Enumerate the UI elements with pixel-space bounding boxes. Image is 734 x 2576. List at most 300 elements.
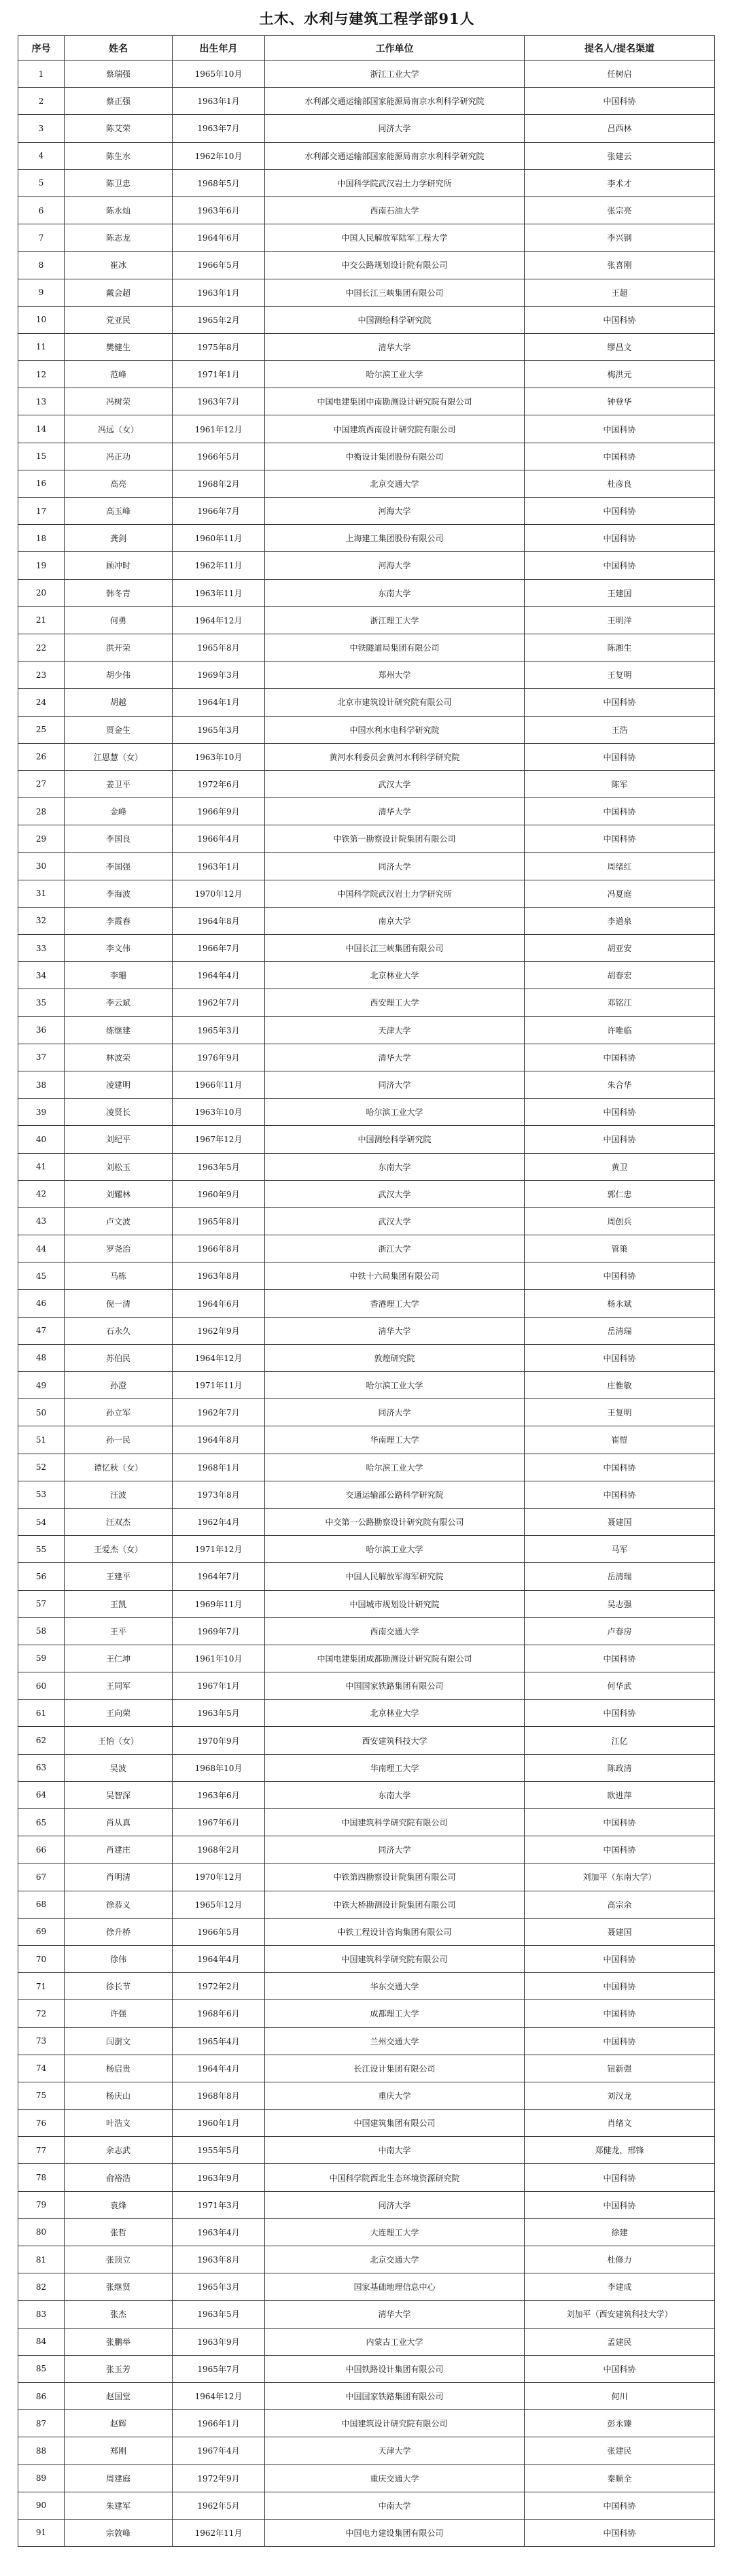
cell-name: 杨启贵	[65, 2055, 173, 2082]
cell-no: 42	[18, 1180, 65, 1207]
cell-nominator: 杨永斌	[525, 1290, 715, 1317]
cell-no: 71	[18, 1973, 65, 2000]
cell-unit: 中国科学院西北生态环境资源研究院	[265, 2164, 525, 2191]
cell-nominator: 肖绪文	[525, 2110, 715, 2137]
cell-nominator: 岳清瑞	[525, 1563, 715, 1590]
cell-birth: 1962年7月	[173, 1399, 265, 1426]
table-row	[18, 1781, 715, 1808]
cell-nominator: 马军	[525, 1536, 715, 1563]
cell-no: 64	[18, 1781, 65, 1808]
cell-nominator: 胡亚安	[525, 935, 715, 962]
cell-no: 67	[18, 1864, 65, 1891]
table-row	[18, 962, 715, 989]
cell-unit: 中国长江三峡集团有限公司	[265, 935, 525, 962]
cell-unit: 中国建筑集团有限公司	[265, 2110, 525, 2137]
cell-no: 59	[18, 1645, 65, 1672]
cell-no: 39	[18, 1099, 65, 1126]
cell-birth: 1964年4月	[173, 2055, 265, 2082]
cell-unit: 清华大学	[265, 333, 525, 360]
cell-unit: 武汉大学	[265, 770, 525, 797]
cell-nominator: 李术才	[525, 169, 715, 196]
cell-nominator: 秦顺全	[525, 2465, 715, 2492]
cell-birth: 1963年4月	[173, 2218, 265, 2246]
cell-nominator: 胡春宏	[525, 962, 715, 989]
cell-nominator: 张宗亮	[525, 196, 715, 224]
cell-birth: 1968年10月	[173, 1754, 265, 1781]
cell-no: 80	[18, 2218, 65, 2246]
cell-unit: 大连理工大学	[265, 2218, 525, 2246]
cell-nominator: 管策	[525, 1235, 715, 1263]
cell-nominator: 中国科协	[525, 88, 715, 115]
cell-birth: 1968年6月	[173, 2000, 265, 2027]
cell-name: 孙一民	[65, 1426, 173, 1454]
cell-birth: 1964年1月	[173, 689, 265, 716]
cell-no: 18	[18, 525, 65, 552]
table-row	[18, 798, 715, 825]
cell-nominator: 中国科协	[525, 1645, 715, 1672]
cell-no: 91	[18, 2519, 65, 2546]
table-row	[18, 2355, 715, 2382]
table-row	[18, 1508, 715, 1535]
table-row	[18, 1727, 715, 1754]
cell-no: 86	[18, 2382, 65, 2409]
cell-no: 22	[18, 634, 65, 661]
cell-no: 8	[18, 252, 65, 279]
cell-unit: 同济大学	[265, 853, 525, 880]
table-row	[18, 606, 715, 634]
cell-nominator: 庄惟敏	[525, 1372, 715, 1399]
cell-unit: 中国电力建设集团有限公司	[265, 2519, 525, 2546]
cell-nominator: 中国科协	[525, 1809, 715, 1836]
cell-birth: 1963年1月	[173, 88, 265, 115]
table-header-row	[18, 36, 715, 61]
table-row	[18, 1099, 715, 1126]
cell-name: 刘松玉	[65, 1153, 173, 1180]
cell-name: 徐长节	[65, 1973, 173, 2000]
cell-name: 周建庭	[65, 2465, 173, 2492]
table-row	[18, 1207, 715, 1235]
cell-unit: 西南交通大学	[265, 1617, 525, 1645]
cell-no: 23	[18, 662, 65, 689]
cell-name: 闫澍文	[65, 2027, 173, 2055]
cell-name: 叶浩文	[65, 2110, 173, 2137]
cell-no: 66	[18, 1836, 65, 1864]
table-row	[18, 1399, 715, 1426]
table-row	[18, 196, 715, 224]
cell-no: 63	[18, 1754, 65, 1781]
cell-no: 69	[18, 1918, 65, 1945]
cell-birth: 1966年8月	[173, 1235, 265, 1263]
cell-unit: 浙江理工大学	[265, 606, 525, 634]
cell-no: 16	[18, 470, 65, 497]
cell-unit: 中铁十六局集团有限公司	[265, 1263, 525, 1290]
cell-no: 60	[18, 1672, 65, 1700]
cell-no: 50	[18, 1399, 65, 1426]
cell-nominator: 缪昌文	[525, 333, 715, 360]
cell-birth: 1965年8月	[173, 1207, 265, 1235]
cell-nominator: 高宗余	[525, 1891, 715, 1918]
cell-birth: 1963年1月	[173, 853, 265, 880]
cell-nominator: 中国科协	[525, 1836, 715, 1864]
cell-unit: 郑州大学	[265, 662, 525, 689]
cell-birth: 1965年10月	[173, 61, 265, 88]
cell-name: 冯树荣	[65, 388, 173, 415]
table-row	[18, 1973, 715, 2000]
cell-unit: 中国测绘科学研究院	[265, 306, 525, 333]
cell-unit: 哈尔滨工业大学	[265, 1372, 525, 1399]
table-row	[18, 279, 715, 306]
cell-no: 11	[18, 333, 65, 360]
table-row	[18, 88, 715, 115]
cell-birth: 1966年11月	[173, 1071, 265, 1098]
cell-no: 4	[18, 142, 65, 169]
cell-no: 17	[18, 498, 65, 525]
cell-birth: 1969年11月	[173, 1590, 265, 1617]
cell-birth: 1955年5月	[173, 2137, 265, 2164]
table-row	[18, 415, 715, 443]
cell-nominator: 刘加平（西安建筑科技大学）	[525, 2301, 715, 2328]
cell-nominator: 周绪红	[525, 853, 715, 880]
table-row	[18, 2410, 715, 2437]
table-row	[18, 1372, 715, 1399]
cell-birth: 1960年11月	[173, 525, 265, 552]
table-row	[18, 1836, 715, 1864]
header-nominator: 提名人/提名渠道	[525, 36, 715, 61]
cell-no: 35	[18, 989, 65, 1016]
cell-name: 孙立军	[65, 1399, 173, 1426]
cell-birth: 1961年10月	[173, 1645, 265, 1672]
table-row	[18, 1891, 715, 1918]
cell-unit: 中国建筑西南设计研究院有限公司	[265, 415, 525, 443]
cell-birth: 1963年7月	[173, 388, 265, 415]
cell-name: 陈志龙	[65, 224, 173, 252]
table-row	[18, 61, 715, 88]
cell-birth: 1964年6月	[173, 1290, 265, 1317]
table-row	[18, 1426, 715, 1454]
cell-nominator: 张喜刚	[525, 252, 715, 279]
cell-name: 罗尧治	[65, 1235, 173, 1263]
table-row	[18, 1481, 715, 1508]
cell-birth: 1963年8月	[173, 2246, 265, 2273]
cell-nominator: 钟登华	[525, 388, 715, 415]
cell-name: 肖建庄	[65, 1836, 173, 1864]
cell-no: 61	[18, 1700, 65, 1727]
cell-nominator: 欧进萍	[525, 1781, 715, 1808]
cell-nominator: 王复明	[525, 1399, 715, 1426]
table-row	[18, 1263, 715, 1290]
cell-name: 高玉峰	[65, 498, 173, 525]
cell-birth: 1963年6月	[173, 1781, 265, 1808]
table-row	[18, 1317, 715, 1344]
cell-name: 李云斌	[65, 989, 173, 1016]
cell-nominator: 徐建	[525, 2218, 715, 2246]
cell-birth: 1962年5月	[173, 2492, 265, 2519]
cell-name: 吴波	[65, 1754, 173, 1781]
cell-no: 5	[18, 169, 65, 196]
cell-nominator: 江亿	[525, 1727, 715, 1754]
cell-unit: 黄河水利委员会黄河水利科学研究院	[265, 743, 525, 770]
cell-name: 倪一清	[65, 1290, 173, 1317]
table-row	[18, 1344, 715, 1371]
cell-birth: 1966年5月	[173, 1918, 265, 1945]
cell-name: 徐恭义	[65, 1891, 173, 1918]
cell-birth: 1965年3月	[173, 1016, 265, 1044]
cell-nominator: 吕西林	[525, 115, 715, 142]
cell-no: 43	[18, 1207, 65, 1235]
cell-birth: 1966年9月	[173, 798, 265, 825]
cell-nominator: 中国科协	[525, 1454, 715, 1481]
cell-unit: 重庆交通大学	[265, 2465, 525, 2492]
cell-birth: 1964年12月	[173, 2382, 265, 2409]
cell-name: 王怡（女）	[65, 1727, 173, 1754]
cell-unit: 中国长江三峡集团有限公司	[265, 279, 525, 306]
cell-name: 林波荣	[65, 1044, 173, 1071]
cell-no: 6	[18, 196, 65, 224]
table-row	[18, 634, 715, 661]
cell-name: 凌建明	[65, 1071, 173, 1098]
cell-unit: 南京大学	[265, 907, 525, 934]
cell-birth: 1964年7月	[173, 1563, 265, 1590]
cell-birth: 1965年2月	[173, 306, 265, 333]
cell-unit: 中铁第一勘察设计院集团有限公司	[265, 825, 525, 853]
cell-no: 40	[18, 1126, 65, 1153]
cell-name: 陈生水	[65, 142, 173, 169]
cell-nominator: 中国科协	[525, 552, 715, 579]
cell-nominator: 中国科协	[525, 1481, 715, 1508]
cell-unit: 华南理工大学	[265, 1426, 525, 1454]
cell-nominator: 任树启	[525, 61, 715, 88]
cell-name: 王平	[65, 1617, 173, 1645]
cell-unit: 香港理工大学	[265, 1290, 525, 1317]
cell-name: 冯正功	[65, 443, 173, 470]
table-row	[18, 470, 715, 497]
table-row	[18, 907, 715, 934]
cell-no: 33	[18, 935, 65, 962]
table-row	[18, 2082, 715, 2109]
cell-name: 姜卫平	[65, 770, 173, 797]
cell-unit: 西安建筑科技大学	[265, 1727, 525, 1754]
cell-unit: 重庆大学	[265, 2082, 525, 2109]
cell-nominator: 陈军	[525, 770, 715, 797]
table-row	[18, 1153, 715, 1180]
cell-name: 赵国堂	[65, 2382, 173, 2409]
cell-unit: 中南大学	[265, 2492, 525, 2519]
cell-unit: 中国建筑科学研究院有限公司	[265, 1809, 525, 1836]
cell-unit: 哈尔滨工业大学	[265, 361, 525, 388]
cell-no: 49	[18, 1372, 65, 1399]
cell-no: 74	[18, 2055, 65, 2082]
cell-unit: 兰州交通大学	[265, 2027, 525, 2055]
cell-no: 20	[18, 579, 65, 606]
cell-birth: 1963年10月	[173, 1099, 265, 1126]
cell-unit: 中国人民解放军陆军工程大学	[265, 224, 525, 252]
cell-unit: 北京交通大学	[265, 470, 525, 497]
cell-unit: 中国科学院武汉岩土力学研究所	[265, 169, 525, 196]
table-row	[18, 2465, 715, 2492]
cell-no: 73	[18, 2027, 65, 2055]
cell-name: 朱建军	[65, 2492, 173, 2519]
cell-unit: 中国水利水电科学研究院	[265, 716, 525, 743]
cell-name: 凌贤长	[65, 1099, 173, 1126]
cell-no: 3	[18, 115, 65, 142]
cell-unit: 西安理工大学	[265, 989, 525, 1016]
table-row	[18, 825, 715, 853]
table-row	[18, 1290, 715, 1317]
table-body	[18, 61, 715, 2547]
cell-birth: 1964年12月	[173, 606, 265, 634]
table-row	[18, 1016, 715, 1044]
cell-nominator: 陈湘生	[525, 634, 715, 661]
cell-name: 苏伯民	[65, 1344, 173, 1371]
cell-nominator: 中国科协	[525, 306, 715, 333]
cell-nominator: 中国科协	[525, 2000, 715, 2027]
cell-name: 孙澄	[65, 1372, 173, 1399]
cell-nominator: 黄卫	[525, 1153, 715, 1180]
cell-name: 王凯	[65, 1590, 173, 1617]
cell-no: 45	[18, 1263, 65, 1290]
cell-name: 石永久	[65, 1317, 173, 1344]
cell-birth: 1967年12月	[173, 1126, 265, 1153]
cell-no: 1	[18, 61, 65, 88]
cell-nominator: 张建民	[525, 2437, 715, 2465]
cell-nominator: 中国科协	[525, 743, 715, 770]
cell-birth: 1973年8月	[173, 1481, 265, 1508]
cell-birth: 1964年12月	[173, 1344, 265, 1371]
cell-unit: 中国建筑设计研究院有限公司	[265, 2410, 525, 2437]
cell-unit: 清华大学	[265, 1317, 525, 1344]
cell-nominator: 杜彦良	[525, 470, 715, 497]
table-row	[18, 443, 715, 470]
cell-nominator: 刘加平（东南大学）	[525, 1864, 715, 1891]
cell-nominator: 卢春房	[525, 1617, 715, 1645]
table-row	[18, 1864, 715, 1891]
cell-name: 刘纪平	[65, 1126, 173, 1153]
cell-nominator: 王浩	[525, 716, 715, 743]
cell-unit: 水利部交通运输部国家能源局南京水利科学研究院	[265, 142, 525, 169]
cell-unit: 同济大学	[265, 1071, 525, 1098]
cell-nominator: 许唯临	[525, 1016, 715, 1044]
cell-nominator: 郑健龙，邢锋	[525, 2137, 715, 2164]
cell-name: 胡越	[65, 689, 173, 716]
cell-no: 72	[18, 2000, 65, 2027]
cell-unit: 北京林业大学	[265, 962, 525, 989]
cell-nominator: 中国科协	[525, 1126, 715, 1153]
cell-birth: 1962年4月	[173, 1508, 265, 1535]
table-row	[18, 361, 715, 388]
table-row	[18, 1700, 715, 1727]
table-row	[18, 716, 715, 743]
cell-unit: 中交第一公路勘察设计研究院有限公司	[265, 1508, 525, 1535]
cell-no: 41	[18, 1153, 65, 1180]
cell-name: 王仁坤	[65, 1645, 173, 1672]
cell-unit: 交通运输部公路科学研究院	[265, 1481, 525, 1508]
cell-name: 肖明清	[65, 1864, 173, 1891]
cell-nominator: 冯夏庭	[525, 880, 715, 907]
cell-no: 28	[18, 798, 65, 825]
cell-nominator: 聂建国	[525, 1918, 715, 1945]
cell-nominator: 中国科协	[525, 2027, 715, 2055]
cell-unit: 中铁大桥勘测设计院集团有限公司	[265, 1891, 525, 1918]
cell-name: 王向荣	[65, 1700, 173, 1727]
cell-name: 肖从真	[65, 1809, 173, 1836]
cell-nominator: 王复明	[525, 662, 715, 689]
cell-no: 57	[18, 1590, 65, 1617]
cell-no: 46	[18, 1290, 65, 1317]
header-unit: 工作单位	[265, 36, 525, 61]
cell-nominator: 李建成	[525, 2273, 715, 2301]
cell-unit: 中国国家铁路集团有限公司	[265, 2382, 525, 2409]
cell-birth: 1966年7月	[173, 935, 265, 962]
cell-birth: 1971年12月	[173, 1536, 265, 1563]
table-row	[18, 525, 715, 552]
cell-name: 卢文波	[65, 1207, 173, 1235]
table-row	[18, 1672, 715, 1700]
cell-birth: 1972年2月	[173, 1973, 265, 2000]
cell-name: 高亮	[65, 470, 173, 497]
table-row	[18, 2164, 715, 2191]
cell-no: 19	[18, 552, 65, 579]
cell-nominator: 何川	[525, 2382, 715, 2409]
cell-name: 俞裕浩	[65, 2164, 173, 2191]
cell-name: 洪开荣	[65, 634, 173, 661]
table-row	[18, 2246, 715, 2273]
header-no: 序号	[18, 36, 65, 61]
cell-unit: 浙江工业大学	[265, 61, 525, 88]
cell-unit: 天津大学	[265, 2437, 525, 2465]
table-row	[18, 2110, 715, 2137]
cell-name: 戴会超	[65, 279, 173, 306]
cell-birth: 1965年7月	[173, 2355, 265, 2382]
cell-name: 李国良	[65, 825, 173, 853]
cell-birth: 1965年4月	[173, 2027, 265, 2055]
cell-no: 7	[18, 224, 65, 252]
cell-no: 79	[18, 2191, 65, 2218]
cell-unit: 同济大学	[265, 1836, 525, 1864]
cell-name: 何勇	[65, 606, 173, 634]
cell-birth: 1961年12月	[173, 415, 265, 443]
cell-no: 2	[18, 88, 65, 115]
cell-no: 76	[18, 2110, 65, 2137]
cell-name: 樊健生	[65, 333, 173, 360]
cell-unit: 东南大学	[265, 579, 525, 606]
cell-unit: 水利部交通运输部国家能源局南京水利科学研究院	[265, 88, 525, 115]
cell-no: 54	[18, 1508, 65, 1535]
cell-unit: 敦煌研究院	[265, 1344, 525, 1371]
cell-name: 冯远（女）	[65, 415, 173, 443]
cell-nominator: 中国科协	[525, 1945, 715, 1972]
cell-nominator: 中国科协	[525, 798, 715, 825]
cell-unit: 中交公路规划设计院有限公司	[265, 252, 525, 279]
cell-nominator: 何华武	[525, 1672, 715, 1700]
cell-unit: 浙江大学	[265, 1235, 525, 1263]
cell-name: 杨庆山	[65, 2082, 173, 2109]
cell-birth: 1967年6月	[173, 1809, 265, 1836]
cell-unit: 哈尔滨工业大学	[265, 1454, 525, 1481]
table-row	[18, 169, 715, 196]
cell-no: 10	[18, 306, 65, 333]
cell-no: 90	[18, 2492, 65, 2519]
cell-no: 48	[18, 1344, 65, 1371]
cell-name: 刘耀林	[65, 1180, 173, 1207]
cell-unit: 成都理工大学	[265, 2000, 525, 2027]
table-row	[18, 2382, 715, 2409]
cell-birth: 1972年9月	[173, 2465, 265, 2492]
table-row	[18, 224, 715, 252]
cell-name: 金峰	[65, 798, 173, 825]
cell-birth: 1966年7月	[173, 498, 265, 525]
cell-birth: 1963年5月	[173, 1700, 265, 1727]
cell-no: 52	[18, 1454, 65, 1481]
